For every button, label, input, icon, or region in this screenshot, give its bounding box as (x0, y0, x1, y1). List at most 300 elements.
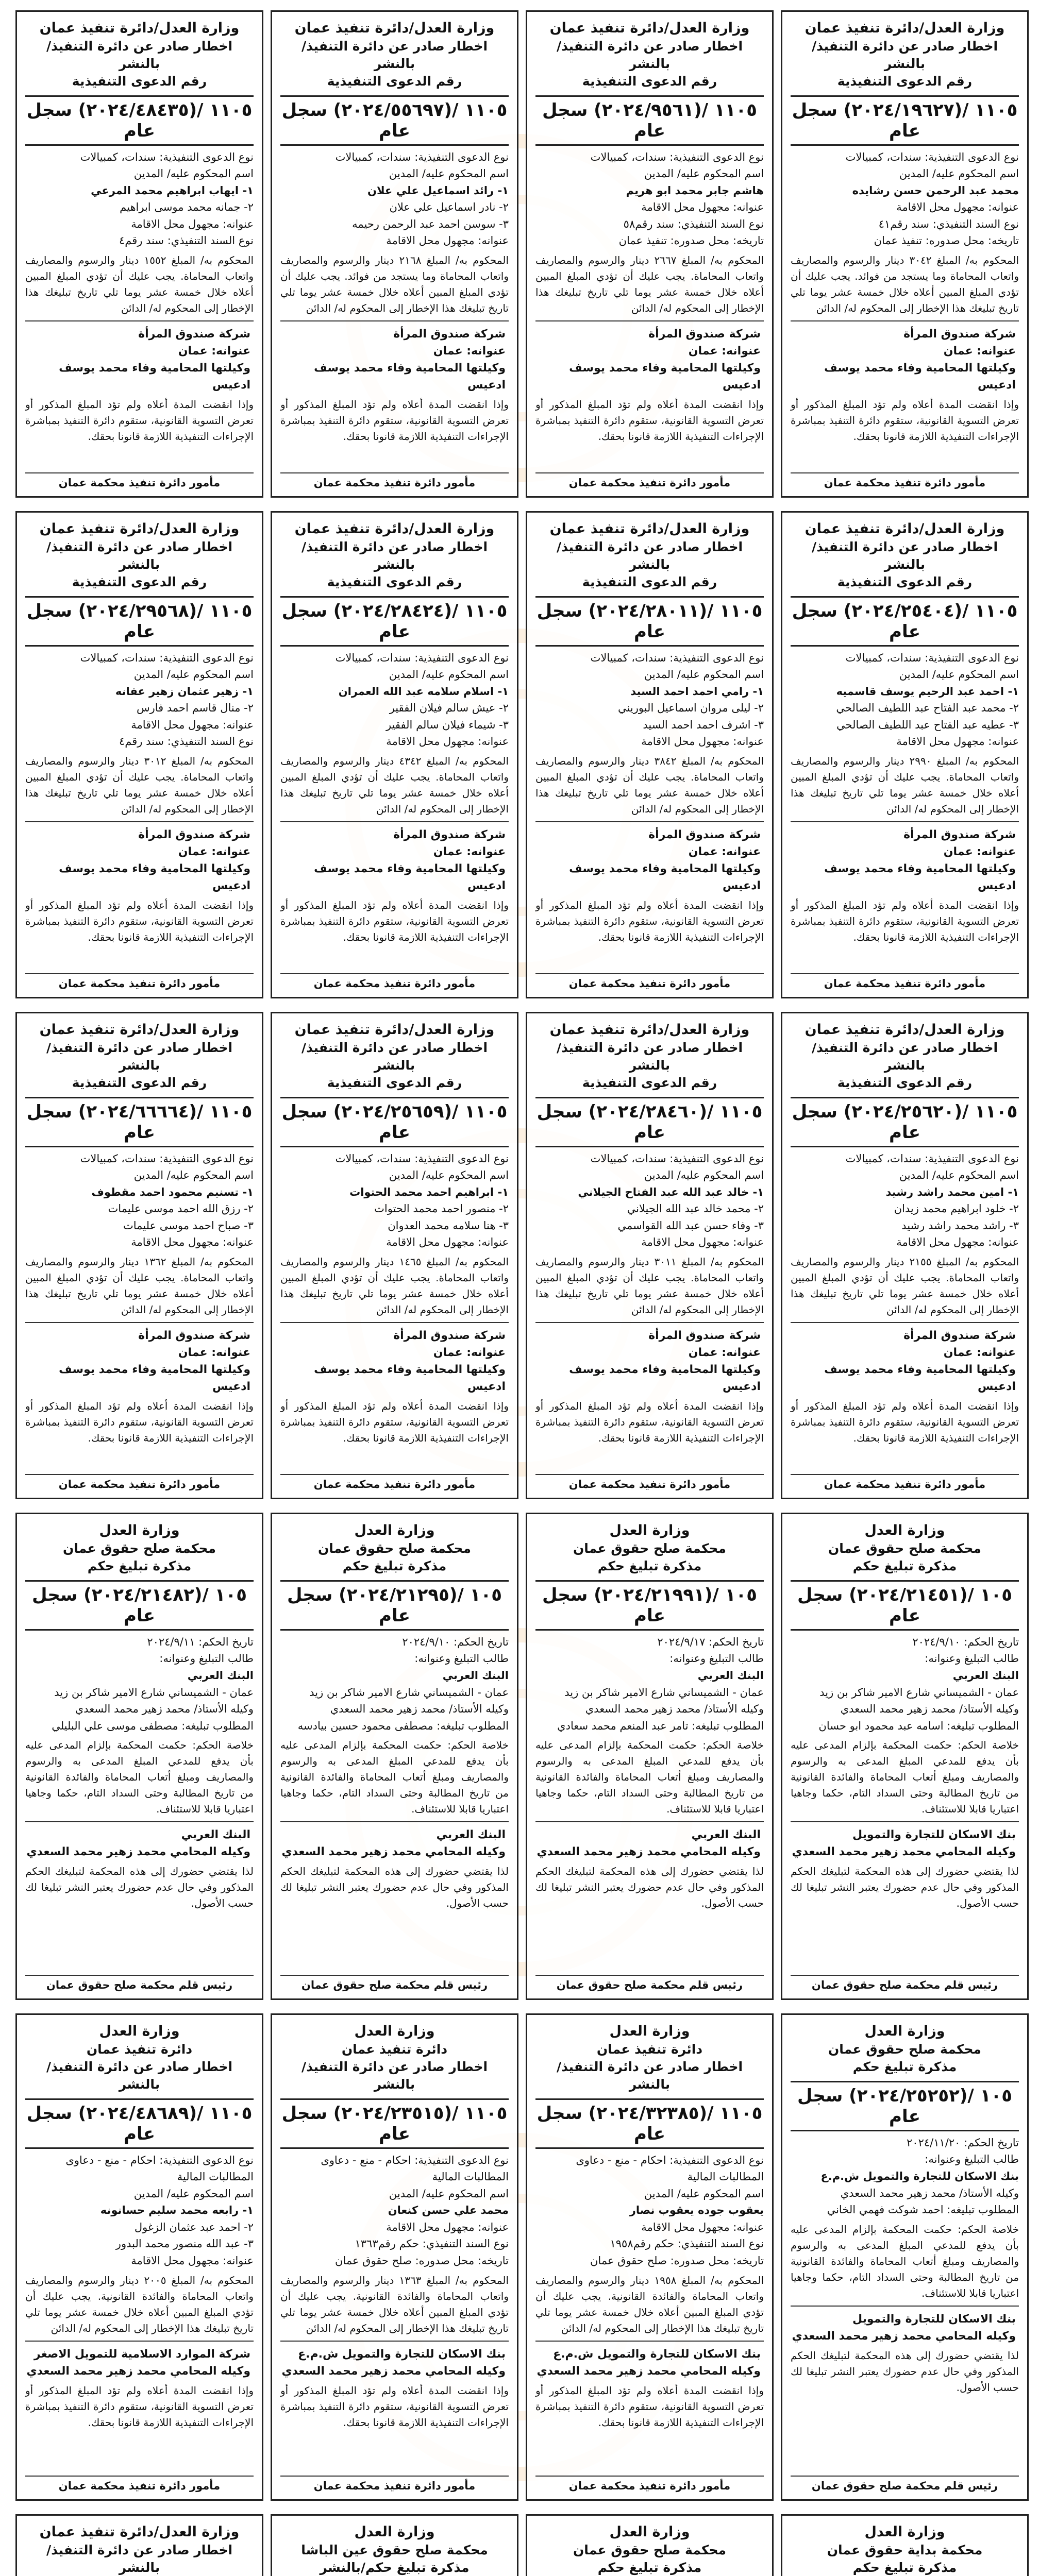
notice-detail-line: تاريخ الحكم: ٢٠٢٤/٩/١١ (147, 1635, 254, 1648)
legal-notice (781, 2013, 1029, 2501)
notice-judgment-text: المحكوم به/ المبلغ ٤٣٤٢ دينار والرسوم والمصاريف واتعاب المحاماة. يجب عليك أن تؤدي المبلغ المبين أعلاه خلال خمسة عشر يوما تلي تاريخ تبليغك هذا الإخطار إلى المحكوم له/ الدائن (280, 754, 509, 815)
notice-header-line: اخطار صادر عن دائرة التنفيذ/ بالنشر (46, 2059, 233, 2092)
notice-header-line: اخطار صادر عن دائرة التنفيذ/ بالنشر (811, 539, 998, 572)
notice-detail-line: ٢- عيش سالم فيلان الفقير (389, 702, 509, 715)
notice-detail-line: ٣- وفاء حسن عبد الله القواسمي (617, 1219, 764, 1232)
notice-header-line: رقم الدعوى التنفيذية (582, 73, 717, 89)
notice-judgment-text: خلاصة الحكم: حكمت المحكمة بإلزام المدعى عليه بأن يدفع للمدعي المبلغ المدعى به والرسوم والمصاريف ومبلغ أتعاب المحاماة والفائدة القانونية من تاريخ المطالبة وحتى السداد التام، حكما وجاهيا اعتباريا قابلا للاستئناف. (25, 1739, 254, 1816)
notice-detail-line: اسم المحكوم عليه/ المدين (389, 668, 509, 681)
creditor-line: شركة صندوق المرأة (648, 828, 761, 841)
spacer (280, 445, 509, 468)
notice-judgment-text: المحكوم به/ المبلغ ٢٩٩٠ دينار والرسوم والمصاريف واتعاب المحاماة. يجب عليك أن تؤدي المبلغ المبين أعلاه خلال خمسة عشر يوما تلي تاريخ تبليغك هذا الإخطار إلى المحكوم له/ الدائن (791, 754, 1019, 815)
notice-header-line: رقم الدعوى التنفيذية (582, 1075, 717, 1090)
legal-notice (781, 511, 1029, 998)
notice-header-line: دائرة تنفيذ عمان (86, 2042, 193, 2057)
notice-header-line: اخطار صادر عن دائرة التنفيذ/ بالنشر (46, 1040, 233, 1073)
notice-detail-line: وكيله الأستاذ/ محمد زهير محمد السعدي (585, 1703, 764, 1716)
notice-detail-line: نوع السند التنفيذي: حكم رقم١٩٥٨ (610, 2238, 764, 2250)
notice-signatory: مأمور دائرة تنفيذ محكمة عمان (535, 973, 764, 990)
notice-detail-line: ١- اسلام سلامه عبد الله العمران (338, 685, 509, 698)
notices-row (10, 1012, 1029, 1499)
notice-header-line: وزارة العدل/دائرة تنفيذ عمان (39, 1022, 240, 1038)
creditor-line: بنك الاسكان للتجارة والتمويل ش.م.ع (553, 2347, 761, 2361)
notice-judgment-text: خلاصة الحكم: حكمت المحكمة بإلزام المدعى عليه بأن يدفع للمدعي المبلغ المدعى به والرسوم والمصاريف ومبلغ أتعاب المحاماة والفائدة القانونية من تاريخ المطالبة وحتى السداد التام، حكما وجاهيا اعتباريا قابلا للاستئناف. (791, 1739, 1019, 1816)
notice-header-line: رقم الدعوى التنفيذية (72, 73, 207, 89)
case-number: ١١٠٥ /(٢٠٢٤/٢٥٤٠٤) سجل عام (791, 596, 1019, 647)
spacer (280, 945, 509, 969)
creditor-line: وكيله المحامي محمد زهير محمد السعدي (26, 1845, 250, 1859)
notice-detail-line: البنك العربي (697, 1669, 764, 1682)
notice-header-line: مذكرة تبليغ حكم (852, 2059, 957, 2075)
notice-detail-line: اسم المحكوم عليه/ المدين (899, 1169, 1019, 1182)
notice-header-line: وزارة العدل/دائرة تنفيذ عمان (294, 20, 495, 36)
notice-detail-line: عمان - الشميساني شارع الامير شاكر بن زيد (54, 1686, 254, 1699)
notice-detail-line: ٣- راشد محمد راشد رشيد (901, 1219, 1019, 1232)
notice-detail-line: المطلوب تبليغه: مصطفى موسى علي البليلي (52, 1719, 254, 1732)
notice-closing-text: وإذا انقضت المدة أعلاه ولم تؤد المبلغ المذكور أو تعرض التسوية القانونية، ستقوم دائرة التنفيذ بمباشرة الإجراءات التنفيذية اللازمة قانونا بحقك. (280, 398, 509, 443)
divider (535, 1322, 764, 1323)
notice-header-line: اخطار صادر عن دائرة التنفيذ/ بالنشر (556, 2059, 743, 2092)
notice-detail-line: تاريخ الحكم: ٢٠٢٤/١١/٢٠ (907, 2136, 1019, 2149)
notice-detail-line: ٢- نادر اسماعيل علي علان (389, 201, 509, 214)
notice-detail-line: تاريخ الحكم: ٢٠٢٤/٩/١٠ (402, 1635, 509, 1648)
creditor-line: عنوانه: عمان (688, 344, 761, 358)
notice-closing-text: وإذا انقضت المدة أعلاه ولم تؤد المبلغ المذكور أو تعرض التسوية القانونية، ستقوم دائرة التنفيذ بمباشرة الإجراءات التنفيذية اللازمة قانونا بحقك. (25, 1399, 254, 1444)
notice-detail-line: المطلوب تبليغه: احمد شوكت فهمي الخاني (827, 2204, 1019, 2216)
notice-detail-line: ٢- منال قاسم احمد فارس (136, 702, 254, 715)
creditor-line: وكيلتها المحامية وفاء محمد يوسف ادعيس (569, 1363, 761, 1393)
notice-closing-text: وإذا انقضت المدة أعلاه ولم تؤد المبلغ المذكور أو تعرض التسوية القانونية، ستقوم دائرة التنفيذ بمباشرة الإجراءات التنفيذية اللازمة قانونا بحقك. (535, 398, 764, 443)
notice-header-line: رقم الدعوى التنفيذية (72, 1075, 207, 1090)
notice-detail-line: ١- رامي احمد احمد السيد (630, 685, 764, 698)
creditor-line: عنوانه: عمان (943, 845, 1016, 858)
case-number: ١١٠٥ /(٢٠٢٤/٢٨٠١١) سجل عام (535, 596, 764, 647)
creditor-line: شركة صندوق المرأة (393, 327, 506, 341)
notice-judgment-text: المحكوم به/ المبلغ ٣٠١٢ دينار والرسوم والمصاريف واتعاب المحاماة. يجب عليك أن تؤدي المبلغ المبين أعلاه خلال خمسة عشر يوما تلي تاريخ تبليغك هذا الإخطار إلى المحكوم له/ الدائن (25, 754, 254, 815)
notice-signatory: مأمور دائرة تنفيذ محكمة عمان (280, 973, 509, 990)
notice-signatory: مأمور دائرة تنفيذ محكمة عمان (280, 472, 509, 489)
notice-detail-line: عمان - الشميساني شارع الامير شاكر بن زيد (564, 1686, 764, 1699)
divider (791, 1821, 1019, 1822)
notice-detail-line: ١- زهير عثمان زهير عفانه (115, 685, 254, 698)
notice-detail-line: نوع السند التنفيذي: سند رقم٤ (119, 735, 254, 748)
notice-header-line: رقم الدعوى التنفيذية (72, 574, 207, 589)
notice-detail-line: عنوانه: مجهول محل الاقامة (641, 201, 764, 214)
notice-judgment-text: خلاصة الحكم: حكمت المحكمة بإلزام المدعى عليه بأن يدفع للمدعي المبلغ المدعى به والرسوم والمصاريف ومبلغ أتعاب المحاماة والفائدة القانونية من تاريخ المطالبة وحتى السداد التام، حكما وجاهيا اعتباريا قابلا للاستئناف. (280, 1739, 509, 1816)
notice-detail-line: تاريخ الحكم: ٢٠٢٤/٩/١٠ (912, 1635, 1019, 1648)
notice-closing-text: وإذا انقضت المدة أعلاه ولم تؤد المبلغ المذكور أو تعرض التسوية القانونية، ستقوم دائرة التنفيذ بمباشرة الإجراءات التنفيذية اللازمة قانونا بحقك. (25, 899, 254, 943)
divider (280, 320, 509, 321)
notice-detail-line: طالب التبليغ وعنوانه: (925, 1652, 1019, 1665)
notice-detail-line: نوع الدعوى التنفيذية: سندات، كمبيالات (80, 1152, 254, 1165)
legal-notice (271, 2514, 518, 2576)
notice-detail-line: نوع الدعوى التنفيذية: سندات، كمبيالات (845, 150, 1019, 163)
creditor-line: عنوانه: عمان (688, 1346, 761, 1359)
notice-detail-line: اسم المحكوم عليه/ المدين (644, 668, 764, 681)
legal-notice (271, 1012, 518, 1499)
notice-header-line: محكمة صلح حقوق عمان (573, 2543, 727, 2558)
creditor-line: عنوانه: عمان (178, 1346, 250, 1359)
notice-detail-line: ٣- سوسن احمد عبد الرحمن رحيمه (352, 217, 509, 230)
creditor-line: شركة صندوق المرأة (138, 327, 250, 341)
notice-judgment-text: المحكوم به/ المبلغ ٣٨٤٢ دينار والرسوم والمصاريف واتعاب المحاماة. يجب عليك أن تؤدي المبلغ المبين أعلاه خلال خمسة عشر يوما تلي تاريخ تبليغك هذا الإخطار إلى المحكوم له/ الدائن (535, 754, 764, 815)
notice-detail-line: عنوانه: مجهول محل الاقامة (131, 718, 254, 731)
notice-detail-line: تاريخه: محل صدوره: تنفيذ عمان (874, 234, 1019, 247)
notice-detail-line: عنوانه: مجهول محل الاقامة (131, 217, 254, 230)
notice-closing-text: وإذا انقضت المدة أعلاه ولم تؤد المبلغ المذكور أو تعرض التسوية القانونية، ستقوم دائرة التنفيذ بمباشرة الإجراءات التنفيذية اللازمة قانونا بحقك. (535, 899, 764, 943)
notice-detail-line: ٢- خلود ابراهيم محمد زيدان (894, 1202, 1019, 1215)
notice-detail-line: عنوانه: مجهول محل الاقامة (896, 201, 1019, 214)
notice-closing-text: وإذا انقضت المدة أعلاه ولم تؤد المبلغ المذكور أو تعرض التسوية القانونية، ستقوم دائرة التنفيذ بمباشرة الإجراءات التنفيذية اللازمة قانونا بحقك. (791, 1399, 1019, 1444)
notice-header-line: اخطار صادر عن دائرة التنفيذ/ بالنشر (46, 2543, 233, 2575)
notice-judgment-text: المحكوم به/ المبلغ ١٣٦٣ دينار والرسوم والمصاريف واتعاب المحاماة والفائدة القانونية. يجب عليك أن تؤدي المبلغ المبين أعلاه خلال خمسة عشر يوما تلي تاريخ تبليغك هذا الإخطار إلى المحكوم له/ الدائن (280, 2274, 509, 2334)
case-number: ١١٠٥ /(٢٠٢٤/٢٨٤٢٤) سجل عام (280, 596, 509, 647)
notices-row (10, 10, 1029, 498)
spacer (535, 945, 764, 969)
notices-row (10, 2013, 1029, 2501)
notice-closing-text: لذا يقتضي حضورك إلى هذه المحكمة لتبليغك الحكم المذكور وفي حال عدم حضورك يعتبر النشر تبليغا لك حسب الأصول. (535, 1865, 764, 1910)
case-number: ١١٠٥ /(٢٠٢٤/٣٢٣٨٥) سجل عام (535, 2098, 764, 2149)
creditor-line: بنك الاسكان للتجارة والتمويل (852, 2312, 1016, 2326)
spacer (280, 1911, 509, 1971)
divider (280, 821, 509, 822)
creditor-line: وكيله المحامي محمد زهير محمد السعدي (537, 2364, 761, 2378)
divider (791, 1322, 1019, 1323)
notice-header-line: رقم الدعوى التنفيذية (582, 574, 717, 589)
legal-notice (15, 1513, 263, 2000)
notice-detail-line: ١- خالد عبد الله عبد الفتاح الجيلاني (578, 1185, 764, 1198)
notice-header-line: وزارة العدل (354, 2524, 435, 2540)
notice-detail-line: نوع السند التنفيذي: حكم رقم١٣٦٣ (355, 2238, 509, 2250)
notice-judgment-text: المحكوم به/ المبلغ ٢١٦٨ دينار والرسوم والمصاريف واتعاب المحاماة وما يستجد من فوائد. يجب عليك أن تؤدي المبلغ المبين أعلاه خلال خمسة عشر يوما تلي تاريخ تبليغك هذا الإخطار إلى المحكوم له/ الدائن (280, 253, 509, 314)
notice-detail-line: نوع السند التنفيذي: سند رقم٤١ (878, 217, 1019, 230)
notice-detail-line: ٢- جمانه محمد موسى ابراهيم (120, 201, 254, 214)
notice-header-line: اخطار صادر عن دائرة التنفيذ/ بالنشر (556, 539, 743, 572)
notice-detail-line: نوع الدعوى التنفيذية: سندات، كمبيالات (590, 1152, 764, 1165)
notice-header-line: وزارة العدل (609, 1522, 690, 1538)
notice-detail-line: عنوانه: مجهول محل الاقامة (386, 1236, 509, 1249)
notice-detail-line: ١- رائد اسماعيل علي علان (367, 184, 509, 197)
notice-header-line: وزارة العدل (354, 2023, 435, 2039)
case-number: ١١٠٥ /(٢٠٢٤/٢٥٦٥٩) سجل عام (280, 1097, 509, 1147)
notice-closing-text: لذا يقتضي حضورك إلى هذه المحكمة لتبليغك الحكم المذكور وفي حال عدم حضورك يعتبر النشر تبليغا لك حسب الأصول. (791, 2349, 1019, 2394)
creditor-line: عنوانه: عمان (943, 1346, 1016, 1359)
notice-header-line: وزارة العدل (609, 2023, 690, 2039)
notice-header-line: مذكرة تبليغ حكم (597, 2560, 702, 2575)
notice-header-line: اخطار صادر عن دائرة التنفيذ/ بالنشر (811, 1040, 998, 1073)
notice-signatory: مأمور دائرة تنفيذ محكمة عمان (25, 472, 254, 489)
notice-header-line: وزارة العدل (864, 2023, 945, 2039)
notice-header-line: وزارة العدل/دائرة تنفيذ عمان (39, 2524, 240, 2540)
notice-detail-line: عنوانه: مجهول محل الاقامة (896, 735, 1019, 748)
notice-header-line: دائرة تنفيذ عمان (341, 2042, 448, 2057)
legal-notice (15, 2013, 263, 2501)
notice-judgment-text: المحكوم به/ المبلغ ٢٠٠٥ دينار والرسوم والمصاريف واتعاب المحاماة والفائدة القانونية. يجب عليك أن تؤدي المبلغ المبين أعلاه خلال خمسة عشر يوما تلي تاريخ تبليغك هذا الإخطار إلى المحكوم له/ الدائن (25, 2274, 254, 2334)
spacer (791, 945, 1019, 969)
notice-detail-line: اسم المحكوم عليه/ المدين (899, 167, 1019, 180)
notice-header-line: وزارة العدل/دائرة تنفيذ عمان (294, 521, 495, 537)
creditor-line: وكيلتها المحامية وفاء محمد يوسف ادعيس (314, 361, 506, 392)
legal-notice (781, 1513, 1029, 2000)
notice-closing-text: وإذا انقضت المدة أعلاه ولم تؤد المبلغ المذكور أو تعرض التسوية القانونية، ستقوم دائرة التنفيذ بمباشرة الإجراءات التنفيذية اللازمة قانونا بحقك. (791, 398, 1019, 443)
notice-closing-text: وإذا انقضت المدة أعلاه ولم تؤد المبلغ المذكور أو تعرض التسوية القانونية، ستقوم دائرة التنفيذ بمباشرة الإجراءات التنفيذية اللازمة قانونا بحقك. (280, 1399, 509, 1444)
notice-header-line: رقم الدعوى التنفيذية (327, 574, 462, 589)
divider (25, 1322, 254, 1323)
notice-header-line: وزارة العدل (864, 1522, 945, 1538)
legal-notice (271, 2013, 518, 2501)
creditor-line: وكيلتها المحامية وفاء محمد يوسف ادعيس (314, 1363, 506, 1393)
notice-header-line: محكمة صلح حقوق عمان (317, 1541, 472, 1556)
case-number: ١٠٥ /(٢٠٢٤/٢١٩٩١) سجل عام (535, 1580, 764, 1631)
spacer (25, 1446, 254, 1470)
notice-detail-line: نوع الدعوى التنفيذية: سندات، كمبيالات (80, 150, 254, 163)
creditor-line: البنك العربي (436, 1828, 506, 1842)
notice-header-line: مذكرة تبليغ حكم (87, 1558, 192, 1574)
notice-header-line: اخطار صادر عن دائرة التنفيذ/ بالنشر (301, 1040, 488, 1073)
legal-notice (271, 511, 518, 998)
notice-header-line: اخطار صادر عن دائرة التنفيذ/ بالنشر (46, 39, 233, 72)
creditor-line: عنوانه: عمان (688, 845, 761, 858)
creditor-line: شركة صندوق المرأة (393, 1329, 506, 1342)
notice-header-line: اخطار صادر عن دائرة التنفيذ/ بالنشر (46, 539, 233, 572)
notice-detail-line: ٣- عطيه عبد الفتاح عبد اللطيف الصالحي (836, 718, 1019, 731)
notice-detail-line: ١- ايهاب ابراهيم محمد المرعي (91, 184, 254, 197)
creditor-line: وكيلتها المحامية وفاء محمد يوسف ادعيس (824, 361, 1016, 392)
spacer (791, 2396, 1019, 2471)
notice-header-line: وزارة العدل/دائرة تنفيذ عمان (549, 1022, 750, 1038)
case-number: ١١٠٥ /(٢٠٢٤/٤٨٦٨٩) سجل عام (25, 2098, 254, 2149)
notice-detail-line: البنك العربي (442, 1669, 509, 1682)
legal-notice (526, 1012, 774, 1499)
notice-detail-line: وكيله الأستاذ/ محمد زهير محمد السعدي (840, 1703, 1019, 1716)
divider (535, 320, 764, 321)
creditor-line: البنك العربي (181, 1828, 250, 1842)
notice-header-line: وزارة العدل/دائرة تنفيذ عمان (549, 521, 750, 537)
notice-judgment-text: المحكوم به/ المبلغ ٣٠١١ دينار والرسوم والمصاريف واتعاب المحاماة. يجب عليك أن تؤدي المبلغ المبين أعلاه خلال خمسة عشر يوما تلي تاريخ تبليغك هذا الإخطار إلى المحكوم له/ الدائن (535, 1255, 764, 1316)
legal-notice (271, 10, 518, 498)
notice-detail-line: ٢- منصور احمد محمد الحتوات (374, 1202, 509, 1215)
creditor-line: شركة صندوق المرأة (138, 828, 250, 841)
notice-signatory: مأمور دائرة تنفيذ محكمة عمان (25, 1474, 254, 1490)
notice-detail-line: ٣- صباح احمد موسى عليمات (123, 1219, 254, 1232)
creditor-line: عنوانه: عمان (178, 344, 250, 358)
case-number: ١١٠٥ /(٢٠٢٤/٢٣٥١٥) سجل عام (280, 2098, 509, 2149)
creditor-line: وكيله المحامي محمد زهير محمد السعدي (26, 2364, 250, 2378)
legal-notice (526, 2514, 774, 2576)
notice-header-line: اخطار صادر عن دائرة التنفيذ/ بالنشر (301, 539, 488, 572)
notice-detail-line: نوع الدعوى التنفيذية: سندات، كمبيالات (335, 651, 509, 664)
notice-header-line: اخطار صادر عن دائرة التنفيذ/ بالنشر (811, 39, 998, 72)
notice-detail-line: عنوانه: مجهول محل الاقامة (896, 1236, 1019, 1249)
notices-row (10, 2514, 1029, 2576)
creditor-line: وكيله المحامي محمد زهير محمد السعدي (792, 2329, 1016, 2343)
case-number: ١٠٥ /(٢٠٢٤/٢٥٢٥٢) سجل عام (791, 2081, 1019, 2131)
notice-detail-line: عنوانه: مجهول محل الاقامة (641, 1236, 764, 1249)
creditor-line: شركة صندوق المرأة (903, 1329, 1016, 1342)
notice-header-line: وزارة العدل (99, 1522, 180, 1538)
notice-detail-line: ٢- احمد عبد عثمان الزغول (134, 2221, 254, 2233)
notice-header-line: وزارة العدل (99, 2023, 180, 2039)
notice-header-line: مذكرة تبليغ حكم/بالنشر (320, 2560, 470, 2575)
notice-header-line: اخطار صادر عن دائرة التنفيذ/ بالنشر (301, 2059, 488, 2092)
notice-signatory: مأمور دائرة تنفيذ محكمة عمان (280, 2476, 509, 2492)
notice-header-line: وزارة العدل (609, 2524, 690, 2540)
legal-notice (271, 1513, 518, 2000)
notice-signatory: مأمور دائرة تنفيذ محكمة عمان (280, 1474, 509, 1490)
creditor-line: البنك العربي (691, 1828, 761, 1842)
notice-header-line: رقم الدعوى التنفيذية (837, 73, 973, 89)
notice-detail-line: ٢- محمد خالد عبد الله الجيلاني (627, 1202, 764, 1215)
notice-closing-text: وإذا انقضت المدة أعلاه ولم تؤد المبلغ المذكور أو تعرض التسوية القانونية، ستقوم دائرة التنفيذ بمباشرة الإجراءات التنفيذية اللازمة قانونا بحقك. (25, 2384, 254, 2429)
notice-signatory: مأمور دائرة تنفيذ محكمة عمان (791, 472, 1019, 489)
legal-notice (526, 511, 774, 998)
notice-detail-line: المطلوب تبليغه: اسامه عبد محمود ابو حسان (818, 1719, 1019, 1732)
spacer (535, 445, 764, 468)
notice-header-line: مذكرة تبليغ حكم (852, 2560, 957, 2575)
case-number: ١١٠٥ /(٢٠٢٤/٤٨٤٣٥) سجل عام (25, 95, 254, 146)
spacer (280, 1446, 509, 1470)
legal-notice (781, 10, 1029, 498)
divider (280, 1821, 509, 1822)
notice-detail-line: البنك العربي (187, 1669, 254, 1682)
divider (25, 2341, 254, 2342)
notice-detail-line: ٣- عبد الله منصور محمد البدور (115, 2238, 254, 2250)
case-number: ١١٠٥ /(٢٠٢٤/٢٨٤٦٠) سجل عام (535, 1097, 764, 1147)
notice-header-line: مذكرة تبليغ حكم (597, 1558, 702, 1574)
notice-detail-line: اسم المحكوم عليه/ المدين (389, 1169, 509, 1182)
notice-signatory: رئيس قلم محكمة صلح حقوق عمان (280, 1975, 509, 1991)
notice-detail-line: ٣- هنا سلامه محمد العدوان (388, 1219, 509, 1232)
notice-detail-line: اسم المحكوم عليه/ المدين (644, 167, 764, 180)
notice-header-line: محكمة صلح حقوق عين الباشا (301, 2543, 488, 2558)
notice-signatory: مأمور دائرة تنفيذ محكمة عمان (25, 2476, 254, 2492)
divider (25, 1821, 254, 1822)
notice-header-line: وزارة العدل/دائرة تنفيذ عمان (39, 521, 240, 537)
notice-closing-text: وإذا انقضت المدة أعلاه ولم تؤد المبلغ المذكور أو تعرض التسوية القانونية، ستقوم دائرة التنفيذ بمباشرة الإجراءات التنفيذية اللازمة قانونا بحقك. (280, 899, 509, 943)
notice-header-line: محكمة صلح حقوق عمان (573, 1541, 727, 1556)
notice-detail-line: نوع الدعوى التنفيذية: سندات، كمبيالات (590, 150, 764, 163)
notice-detail-line: ٣- اشرف احمد احمد السيد (643, 718, 764, 731)
notice-detail-line: ٢- ليلى مروان اسماعيل البوريني (618, 702, 764, 715)
notice-judgment-text: المحكوم به/ المبلغ ١٩٥٨ دينار والرسوم والمصاريف واتعاب المحاماة والفائدة القانونية. يجب عليك أن تؤدي المبلغ المبين أعلاه خلال خمسة عشر يوما تلي تاريخ تبليغك هذا الإخطار إلى المحكوم له/ الدائن (535, 2274, 764, 2334)
spacer (25, 2431, 254, 2471)
creditor-line: وكيلتها المحامية وفاء محمد يوسف ادعيس (824, 1363, 1016, 1393)
legal-notice (781, 1012, 1029, 1499)
creditor-line: وكيله المحامي محمد زهير محمد السعدي (281, 1845, 506, 1859)
notice-detail-line: اسم المحكوم عليه/ المدين (389, 167, 509, 180)
spacer (791, 445, 1019, 468)
notice-detail-line: نوع السند التنفيذي: سند رقم٥٨ (623, 217, 764, 230)
notice-detail-line: ١- امين محمد راشد رشيد (885, 1185, 1019, 1198)
notice-judgment-text: خلاصة الحكم: حكمت المحكمة بإلزام المدعى عليه بأن يدفع للمدعي المبلغ المدعى به والرسوم والمصاريف ومبلغ أتعاب المحاماة والفائدة القانونية من تاريخ المطالبة وحتى السداد التام، حكما وجاهيا اعتباريا قابلا للاستئناف. (791, 2223, 1019, 2299)
notice-detail-line: بنك الاسكان للتجارة والتمويل ش.م.ع (820, 2170, 1019, 2183)
creditor-line: عنوانه: عمان (178, 845, 250, 858)
creditor-line: عنوانه: عمان (433, 845, 506, 858)
notice-judgment-text: المحكوم به/ المبلغ ١٥٥٢ دينار والرسوم والمصاريف واتعاب المحاماة. يجب عليك أن تؤدي المبلغ المبين أعلاه خلال خمسة عشر يوما تلي تاريخ تبليغك هذا الإخطار إلى المحكوم له/ الدائن (25, 253, 254, 314)
notice-header-line: وزارة العدل/دائرة تنفيذ عمان (805, 1022, 1005, 1038)
case-number: ١٠٥ /(٢٠٢٤/٢١٢٩٥) سجل عام (280, 1580, 509, 1631)
notices-row (10, 1513, 1029, 2000)
notice-header-line: وزارة العدل/دائرة تنفيذ عمان (805, 20, 1005, 36)
notice-header-line: وزارة العدل/دائرة تنفيذ عمان (294, 1022, 495, 1038)
legal-notices-grid (10, 10, 1029, 2576)
creditor-line: وكيلتها المحامية وفاء محمد يوسف ادعيس (59, 361, 250, 392)
spacer (791, 1911, 1019, 1971)
notice-closing-text: وإذا انقضت المدة أعلاه ولم تؤد المبلغ المذكور أو تعرض التسوية القانونية، ستقوم دائرة التنفيذ بمباشرة الإجراءات التنفيذية اللازمة قانونا بحقك. (25, 398, 254, 443)
notice-detail-line: عنوانه: مجهول محل الاقامة (641, 2221, 764, 2233)
notice-detail-line: نوع الدعوى التنفيذية: سندات، كمبيالات (845, 1152, 1019, 1165)
notice-detail-line: البنك العربي (952, 1669, 1019, 1682)
notice-header-line: وزارة العدل/دائرة تنفيذ عمان (805, 521, 1005, 537)
notice-header-line: محكمة صلح حقوق عمان (828, 1541, 982, 1556)
notice-detail-line: تاريخه: محل صدوره: صلح حقوق عمان (590, 2254, 764, 2267)
creditor-line: شركة صندوق المرأة (648, 1329, 761, 1342)
creditor-line: وكيلتها المحامية وفاء محمد يوسف ادعيس (314, 862, 506, 892)
divider (25, 821, 254, 822)
notice-detail-line: اسم المحكوم عليه/ المدين (133, 1169, 254, 1182)
spacer (535, 1911, 764, 1971)
notice-detail-line: اسم المحكوم عليه/ المدين (644, 2187, 764, 2200)
notice-header-line: مذكرة تبليغ حكم (342, 1558, 447, 1574)
notice-detail-line: المطلوب تبليغه: تامر عبد المنعم محمد سعادي (557, 1719, 764, 1732)
legal-notice (526, 10, 774, 498)
notice-judgment-text: المحكوم به/ المبلغ ٣٠٤٢ دينار والرسوم والمصاريف واتعاب المحاماة وما يستجد من فوائد. يجب عليك أن تؤدي المبلغ المبين أعلاه خلال خمسة عشر يوما تلي تاريخ تبليغك هذا الإخطار إلى المحكوم له/ الدائن (791, 253, 1019, 314)
notice-detail-line: عمان - الشميساني شارع الامير شاكر بن زيد (309, 1686, 509, 1699)
notice-detail-line: ٣- شيماء فيلان سالم الفقير (386, 718, 509, 731)
notice-detail-line: نوع الدعوى التنفيذية: سندات، كمبيالات (845, 651, 1019, 664)
notice-detail-line: تاريخ الحكم: ٢٠٢٤/٩/١٧ (657, 1635, 764, 1648)
notice-header-line: محكمة بداية حقوق عمان (827, 2543, 983, 2558)
notice-detail-line: ١- رابعه محمد سليم حسانونه (100, 2204, 254, 2217)
creditor-line: شركة صندوق المرأة (903, 828, 1016, 841)
creditor-line: شركة الموارد الاسلامية للتمويل الاصغر (33, 2347, 250, 2361)
creditor-line: وكيله المحامي محمد زهير محمد السعدي (537, 1845, 761, 1859)
notice-detail-line: تاريخه: محل صدوره: صلح حقوق عمان (335, 2254, 509, 2267)
notice-signatory: مأمور دائرة تنفيذ محكمة عمان (535, 1474, 764, 1490)
spacer (25, 1911, 254, 1971)
creditor-line: وكيله المحامي محمد زهير محمد السعدي (281, 2364, 506, 2378)
notice-closing-text: لذا يقتضي حضورك إلى هذه المحكمة لتبليغك الحكم المذكور وفي حال عدم حضورك يعتبر النشر تبليغا لك حسب الأصول. (791, 1865, 1019, 1910)
spacer (535, 1446, 764, 1470)
notice-signatory: مأمور دائرة تنفيذ محكمة عمان (791, 1474, 1019, 1490)
divider (280, 1322, 509, 1323)
notice-header-line: وزارة العدل (864, 2524, 945, 2540)
notice-detail-line: اسم المحكوم عليه/ المدين (389, 2187, 509, 2200)
notice-detail-line: ٢- محمد عبد الفتاح عبد اللطيف الصالحي (836, 702, 1019, 715)
notice-detail-line: نوع الدعوى التنفيذية: احكام - منع - دعاوى المطالبات المالية (321, 2154, 509, 2183)
legal-notice (15, 2514, 263, 2576)
notice-detail-line: عمان - الشميساني شارع الامير شاكر بن زيد (819, 1686, 1019, 1699)
notice-detail-line: اسم المحكوم عليه/ المدين (133, 668, 254, 681)
creditor-line: عنوانه: عمان (943, 344, 1016, 358)
divider (791, 320, 1019, 321)
notice-closing-text: وإذا انقضت المدة أعلاه ولم تؤد المبلغ المذكور أو تعرض التسوية القانونية، ستقوم دائرة التنفيذ بمباشرة الإجراءات التنفيذية اللازمة قانونا بحقك. (791, 899, 1019, 943)
notice-detail-line: وكيله الأستاذ/ محمد زهير محمد السعدي (330, 1703, 509, 1716)
creditor-line: وكيله المحامي محمد زهير محمد السعدي (792, 1845, 1016, 1859)
notice-closing-text: وإذا انقضت المدة أعلاه ولم تؤد المبلغ المذكور أو تعرض التسوية القانونية، ستقوم دائرة التنفيذ بمباشرة الإجراءات التنفيذية اللازمة قانونا بحقك. (280, 2384, 509, 2429)
case-number: ١٠٥ /(٢٠٢٤/٢١٤٨٢) سجل عام (25, 1580, 254, 1631)
notice-header-line: رقم الدعوى التنفيذية (837, 1075, 973, 1090)
notice-signatory: رئيس قلم محكمة صلح حقوق عمان (25, 1975, 254, 1991)
notice-detail-line: يعقوب جوده يعقوب نصار (629, 2204, 764, 2217)
notice-detail-line: نوع الدعوى التنفيذية: سندات، كمبيالات (335, 1152, 509, 1165)
notice-detail-line: عنوانه: مجهول محل الاقامة (131, 2254, 254, 2267)
legal-notice (781, 2514, 1029, 2576)
creditor-line: شركة صندوق المرأة (648, 327, 761, 341)
notice-detail-line: عنوانه: مجهول محل الاقامة (131, 1236, 254, 1249)
notice-detail-line: ١- احمد عبد الرحيم يوسف قاسميه (836, 685, 1019, 698)
notices-row (10, 511, 1029, 998)
